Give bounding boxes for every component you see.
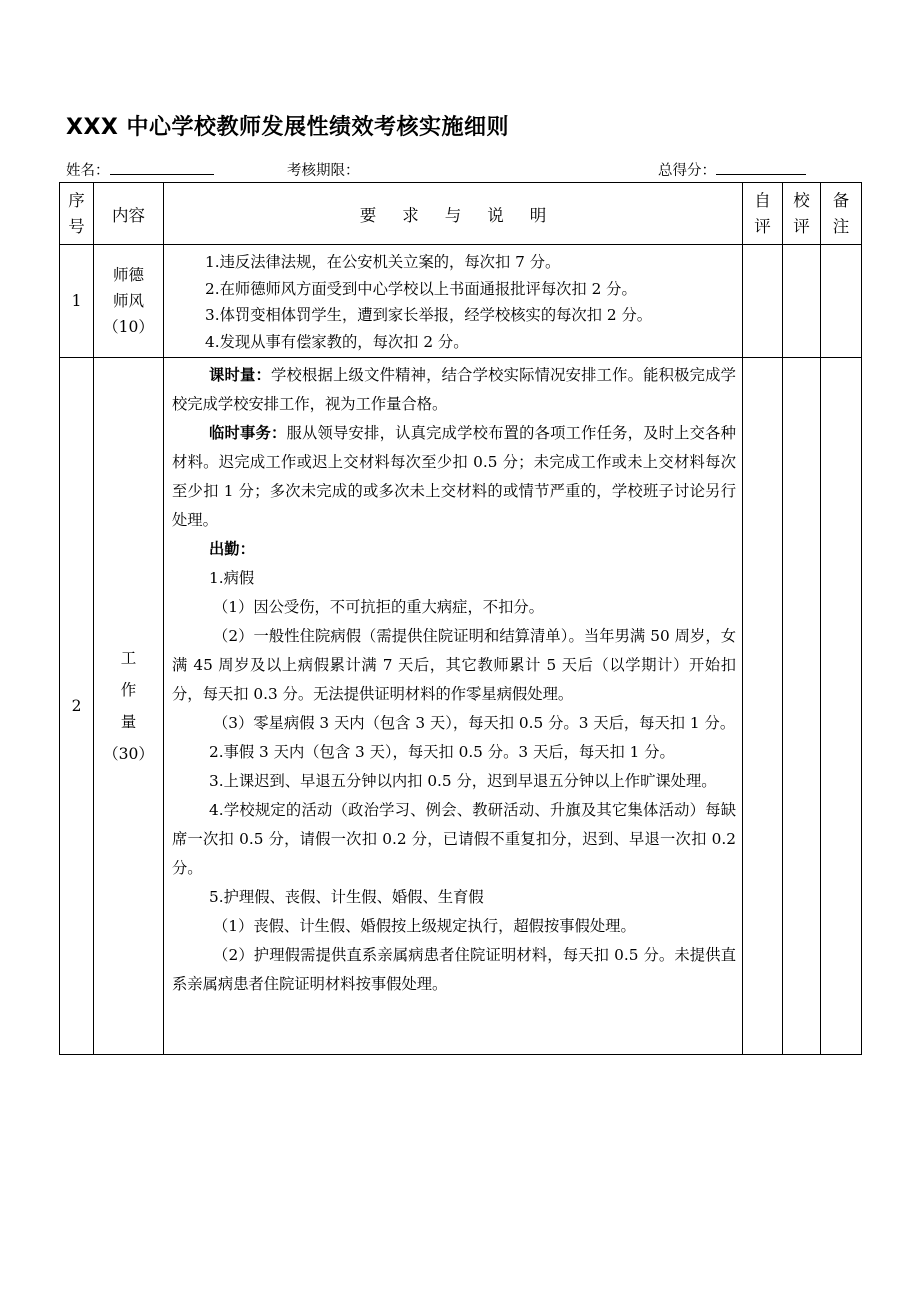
school-eval-cell[interactable] <box>783 245 821 358</box>
header-seq-1: 序 <box>68 190 85 210</box>
sick-leave-item: （1）因公受伤，不可抗拒的重大病症，不扣分。 <box>213 598 544 616</box>
requirement-item: 2.在师德师风方面受到中心学校以上书面通报批评每次扣 2 分。 <box>205 279 637 298</box>
total-score-label: 总得分： <box>658 163 716 179</box>
total-score-blank-line <box>716 161 806 175</box>
header-school-eval <box>783 183 821 245</box>
self-eval-cell[interactable] <box>743 245 783 358</box>
table-row <box>60 245 862 358</box>
special-leave-item: （1）丧假、计生假、婚假按上级规定执行，超假按事假处理。 <box>213 917 636 935</box>
temp-affairs-text: 服从领导安排，认真完成学校布置的各项工作任务，及时上交各种材料。迟完成工作或迟上交材料每次至少扣 0.5 分；未完成工作或未上交材料每次至少扣 1 分；多次未完成的或多次未上交材料的或情节严重的，学校班子讨论另行处理。 <box>172 424 736 529</box>
content-line: （30） <box>103 745 154 763</box>
late-item: 3.上课迟到、早退五分钟以内扣 0.5 分，迟到早退五分钟以上作旷课处理。 <box>209 772 717 790</box>
activities-item: 4.学校规定的活动（政治学习、例会、教研活动、升旗及其它集体活动）每缺席一次扣 0.5 分，请假一次扣 0.2 分，已请假不重复扣分，迟到、早退一次扣 0.2 分。 <box>172 801 736 877</box>
sick-leave-item: （2）一般性住院病假（需提供住院证明和结算清单）。当年男满 50 周岁，女满 45 周岁及以上病假累计满 7 天后，其它教师累计 5 天后（以学期计）开始扣分，每天扣 0.3 分。无法提供证明材料的作零星病假处理。 <box>172 627 736 703</box>
header-self-eval <box>743 183 783 245</box>
header-row <box>60 183 862 245</box>
workload-paragraph <box>172 361 736 419</box>
header-requirements: 要求与说明 <box>164 183 743 245</box>
table-row <box>60 358 862 1055</box>
row-requirements <box>164 358 743 1055</box>
row-content <box>94 245 164 358</box>
special-leave-item: （2）护理假需提供直系亲属病患者住院证明材料，每天扣 0.5 分。未提供直系亲属病患者住院证明材料按事假处理。 <box>172 946 736 993</box>
period-label: 考核期限： <box>287 163 360 179</box>
workload-text: 学校根据上级文件精神，结合学校实际情况安排工作。能积极完成学校完成学校安排工作，视为工作量合格。 <box>172 366 736 413</box>
attendance-heading: 出勤： <box>209 540 255 558</box>
header-content: 内容 <box>94 183 164 245</box>
row-seq: 2 <box>60 358 94 1055</box>
special-leave-title: 5.护理假、丧假、计生假、婚假、生育假 <box>209 888 484 906</box>
content-line: （10） <box>103 318 154 336</box>
content-line: 工 <box>120 649 137 667</box>
header-note <box>821 183 862 245</box>
content-line: 作 <box>120 681 137 699</box>
self-eval-cell[interactable] <box>743 358 783 1055</box>
page-title: XXX 中心学校教师发展性绩效考核实施细则 <box>66 115 510 140</box>
name-blank-line <box>110 161 214 175</box>
attendance-paragraph <box>172 535 736 564</box>
row-requirements <box>164 245 743 358</box>
assessment-table <box>59 182 862 1055</box>
personal-leave-item: 2.事假 3 天内（包含 3 天），每天扣 0.5 分。3 天后，每天扣 1 分。 <box>209 743 675 761</box>
school-eval-cell[interactable] <box>783 358 821 1055</box>
header-school-2: 评 <box>793 216 810 236</box>
row-seq: 1 <box>60 245 94 358</box>
content-line: 师德 <box>112 266 144 284</box>
header-note-1: 备 <box>832 190 850 210</box>
header-note-2: 注 <box>832 216 850 236</box>
sick-leave-title: 1.病假 <box>209 569 255 587</box>
requirement-item: 1.违反法律法规，在公安机关立案的，每次扣 7 分。 <box>205 253 561 271</box>
content-line: 师风 <box>112 292 144 310</box>
header-self-1: 自 <box>754 190 771 210</box>
name-field <box>66 159 214 180</box>
workload-heading: 课时量： <box>209 366 272 384</box>
period-field <box>287 159 360 180</box>
row-content <box>94 358 164 1055</box>
name-label: 姓名： <box>66 163 110 179</box>
header-school-1: 校 <box>793 190 810 210</box>
requirement-item: 4.发现从事有偿家教的，每次扣 2 分。 <box>205 332 469 351</box>
note-cell[interactable] <box>821 358 862 1055</box>
header-seq <box>60 183 94 245</box>
temp-affairs-heading: 临时事务： <box>209 424 287 442</box>
note-cell[interactable] <box>821 245 862 358</box>
total-score-field <box>658 159 806 180</box>
header-self-2: 评 <box>754 216 771 236</box>
temp-affairs-paragraph <box>172 419 736 535</box>
sick-leave-item: （3）零星病假 3 天内（包含 3 天），每天扣 0.5 分。3 天后，每天扣 1 分。 <box>213 714 736 732</box>
content-line: 量 <box>120 713 137 731</box>
requirement-item: 3.体罚变相体罚学生，遭到家长举报，经学校核实的每次扣 2 分。 <box>205 306 653 324</box>
header-seq-2: 号 <box>68 216 85 236</box>
